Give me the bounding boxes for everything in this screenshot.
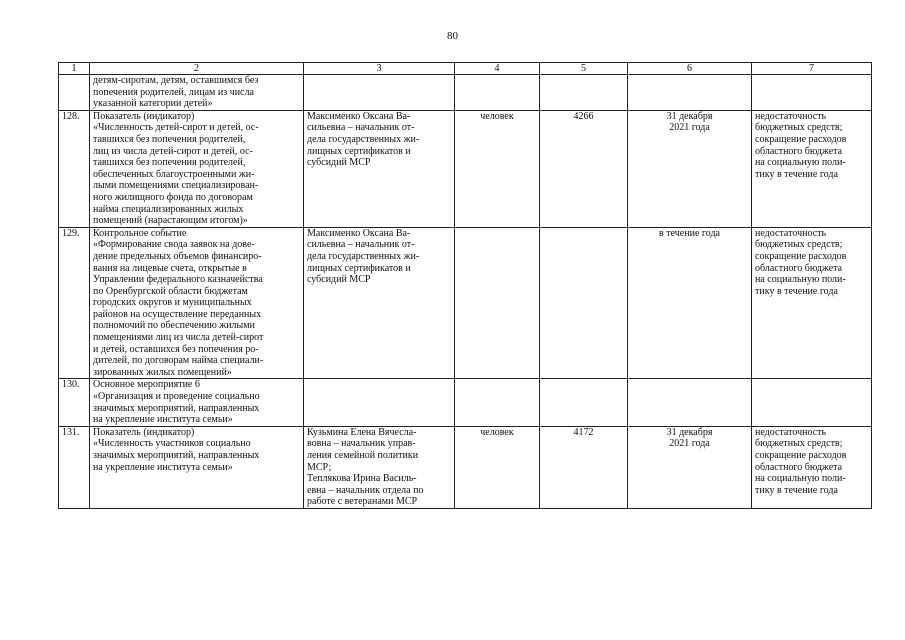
responsible-person: Кузьмина Елена Вячесла- вовна – начальник управ- ления семейной политики МСР; Теплякова Ирина Василь- евна – начальник отдела по работе с ветеранами МСР [304, 426, 455, 508]
unit-of-measure [455, 379, 540, 426]
page-number: 80 [447, 30, 458, 42]
target-value [540, 75, 628, 111]
unit-of-measure: человек [455, 426, 540, 508]
risk-factors [752, 75, 872, 111]
header-cell: 6 [628, 63, 752, 75]
measure-text: детям-сиротам, детям, оставшимся без попечения родителей, лицам из числа указанной категории детей» [90, 75, 304, 111]
table-row [59, 75, 872, 111]
header-cell: 4 [455, 63, 540, 75]
deadline: 31 декабря 2021 года [628, 426, 752, 508]
risk-factors [752, 379, 872, 426]
measures-table [58, 62, 872, 509]
responsible-person: Максименко Оксана Ва- сильевна – начальник от- дела государственных жи- лищных сертификатов и субсидий МСР [304, 110, 455, 227]
target-value [540, 379, 628, 426]
header-cell: 7 [752, 63, 872, 75]
header-row [59, 63, 872, 75]
responsible-person [304, 75, 455, 111]
measure-text: Показатель (индикатор) «Численность участников социально значимых мероприятий, направленных на укрепление института семьи» [90, 426, 304, 508]
responsible-person: Максименко Оксана Ва- сильевна – начальник от- дела государственных жи- лищных сертификатов и субсидий МСР [304, 227, 455, 379]
row-number: 131. [59, 426, 90, 508]
header-cell: 5 [540, 63, 628, 75]
target-value: 4172 [540, 426, 628, 508]
unit-of-measure [455, 75, 540, 111]
responsible-person [304, 379, 455, 426]
risk-factors: недостаточность бюджетных средств; сокращение расходов областного бюджета на социальную поли- тику в течение года [752, 426, 872, 508]
table-row [59, 379, 872, 426]
table-row [59, 227, 872, 379]
measure-text: Контрольное событие «Формирование свода заявок на дове- дение предельных объемов финансиро- вания на лицевые счета, открытые в Управлении федерального казначейства по Оренбургской области бюджетам городских округов и муниципальных районов на осуществление переданных полномочий по обеспечению жилыми помещениями лиц из числа детей-сирот и детей, оставшихся без попечения ро- дителей, по договорам найма специали- зированных жилых помещений» [90, 227, 304, 379]
deadline [628, 75, 752, 111]
row-number: 129. [59, 227, 90, 379]
header-cell: 2 [90, 63, 304, 75]
risk-factors: недостаточность бюджетных средств; сокращение расходов областного бюджета на социальную поли- тику в течение года [752, 227, 872, 379]
measure-text: Основное мероприятие 6 «Организация и проведение социально значимых мероприятий, направленных на укрепление института семьи» [90, 379, 304, 426]
header-cell: 1 [59, 63, 90, 75]
measure-text: Показатель (индикатор) «Численность детей-сирот и детей, ос- тавшихся без попечения родителей, лиц из числа детей-сирот и детей, ос- тавшихся без попечения родителей, обеспеченных благоустроенными жи- лыми помещениями специализирован- ного жилищного фонда по договорам найма специализированных жилых помещений (нарастающим итогом)» [90, 110, 304, 227]
row-number: 128. [59, 110, 90, 227]
table-row [59, 426, 872, 508]
deadline [628, 379, 752, 426]
row-number [59, 75, 90, 111]
target-value: 4266 [540, 110, 628, 227]
risk-factors: недостаточность бюджетных средств; сокращение расходов областного бюджета на социальную поли- тику в течение года [752, 110, 872, 227]
unit-of-measure: человек [455, 110, 540, 227]
unit-of-measure [455, 227, 540, 379]
table-row [59, 110, 872, 227]
deadline: 31 декабря 2021 года [628, 110, 752, 227]
target-value [540, 227, 628, 379]
header-cell: 3 [304, 63, 455, 75]
deadline: в течение года [628, 227, 752, 379]
row-number: 130. [59, 379, 90, 426]
